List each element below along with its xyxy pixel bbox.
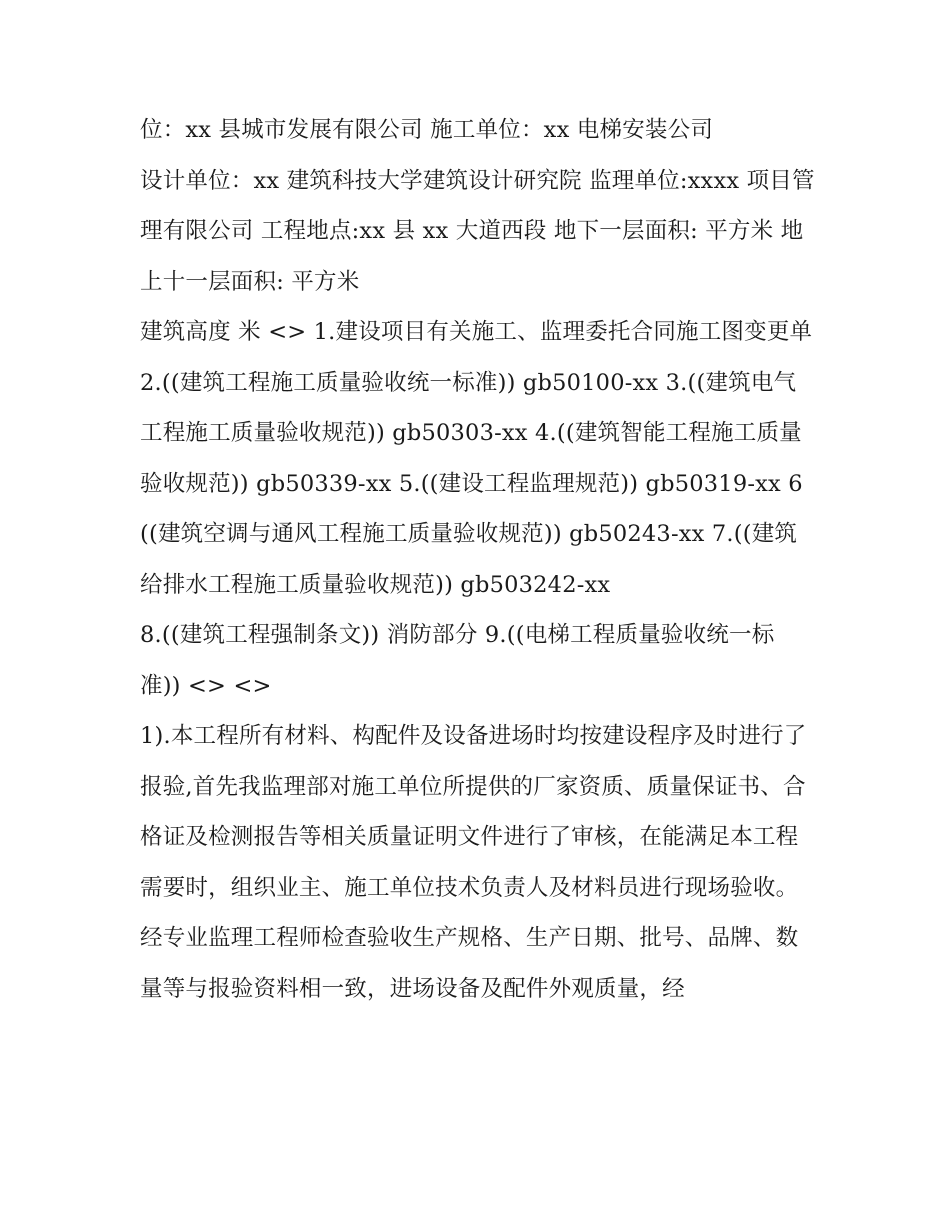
paragraph-engineer-check: 经专业监理工程师检查验收生产规格、生产日期、批号、品牌、数量等与报验资料相一致，进场设备及配件外观质量，经	[140, 925, 799, 1002]
paragraph-design-supervision: 设计单位：xx 建筑科技大学建筑设计研究院 监理单位:xxxx 项目管理有限公司 工程地点:xx 县 xx 大道西段 地下一层面积: 平方米 地上十一层面积: 平方米	[140, 167, 815, 295]
paragraph-material-inspection: 1).本工程所有材料、构配件及设备进场时均按建设程序及时进行了报验,首先我监理部对施工单位所提供的厂家资质、质量保证书、合格证及检测报告等相关质量证明文件进行了审核，在能满足本工程需要时，组织业主、施工单位技术负责人及材料员进行现场验收。	[140, 723, 807, 901]
paragraph-units: 位：xx 县城市发展有限公司 施工单位：xx 电梯安装公司	[140, 117, 714, 143]
document-body	[140, 105, 815, 1014]
paragraph-standards-continued: 8.((建筑工程强制条文)) 消防部分 9.((电梯工程质量验收统一标准)) <> <>	[140, 622, 775, 699]
paragraph-standards-list: 建筑高度 米 <> 1.建设项目有关施工、监理委托合同施工图变更单 2.((建筑工程施工质量验收统一标准)) gb50100-xx 3.((建筑电气工程施工质量验收规范)) gb50303-xx 4.((建筑智能工程施工质量验收规范)) gb50339-xx 5.((建设工程监理规范)) gb50319-xx 6((建筑空调与通风工程施工质量验收规范)) gb50243-xx 7.((建筑给排水工程施工质量验收规范)) gb503242-xx	[140, 319, 813, 598]
